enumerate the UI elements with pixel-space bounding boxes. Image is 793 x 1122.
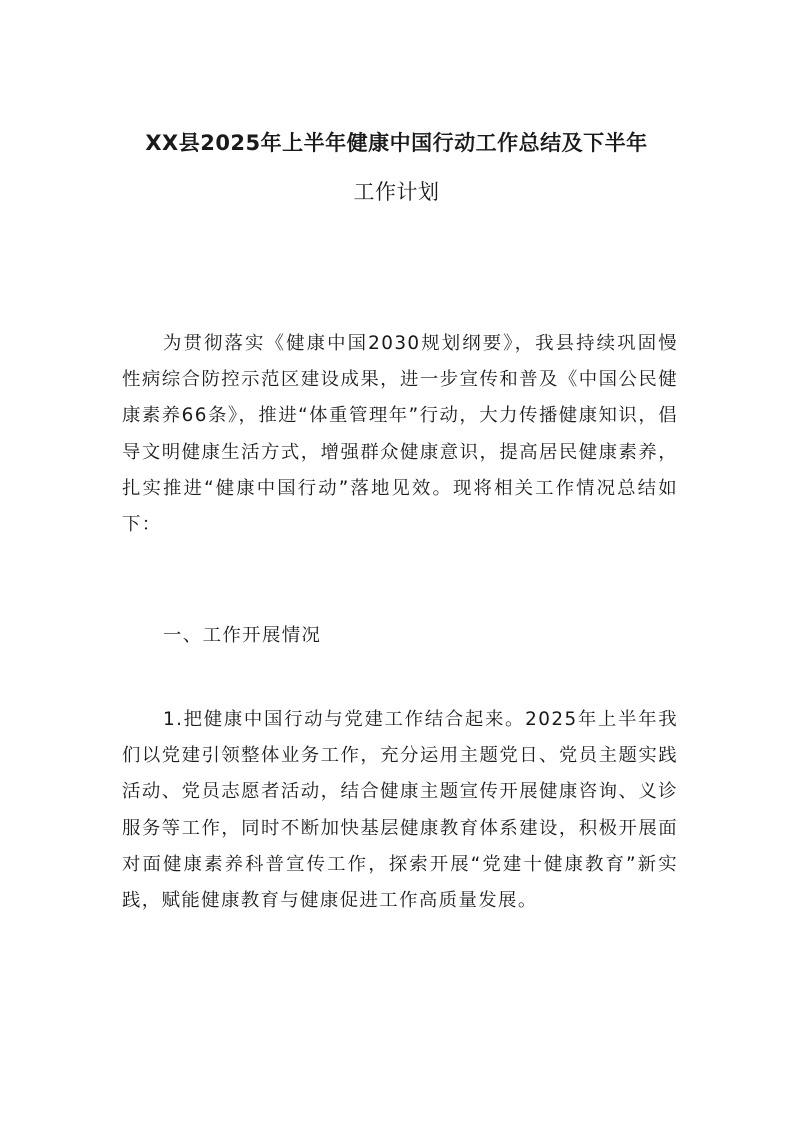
intro-paragraph: 为贯彻落实《健康中国2030规划纲要》，我县持续巩固慢性病综合防控示范区建设成果，进一步宣传和普及《中国公民健康素养66条》，推进“体重管理年”行动，大力传播健康知识，倡导文明健康生活方式，增强群众健康意识，提高居民健康素养，扎实推进“健康中国行动”落地见效。现将相关工作情况总结如下：	[122, 333, 678, 536]
document-title-line-1: XX县2025年上半年健康中国行动工作总结及下半年	[145, 131, 648, 155]
document-title-line-2: 工作计划	[353, 180, 440, 204]
section-heading-work-status: 一、工作开展情况	[163, 625, 322, 646]
item-1-paragraph: 1.把健康中国行动与党建工作结合起来。2025年上半年我们以党建引领整体业务工作，充分运用主题党日、党员主题实践活动、党员志愿者活动，结合健康主题宣传开展健康咨询、义诊服务等工作，同时不断加快基层健康教育体系建设，积极开展面对面健康素养科普宣传工作，探索开展“党建十健康教育”新实践，赋能健康教育与健康促进工作高质量发展。	[122, 709, 678, 912]
